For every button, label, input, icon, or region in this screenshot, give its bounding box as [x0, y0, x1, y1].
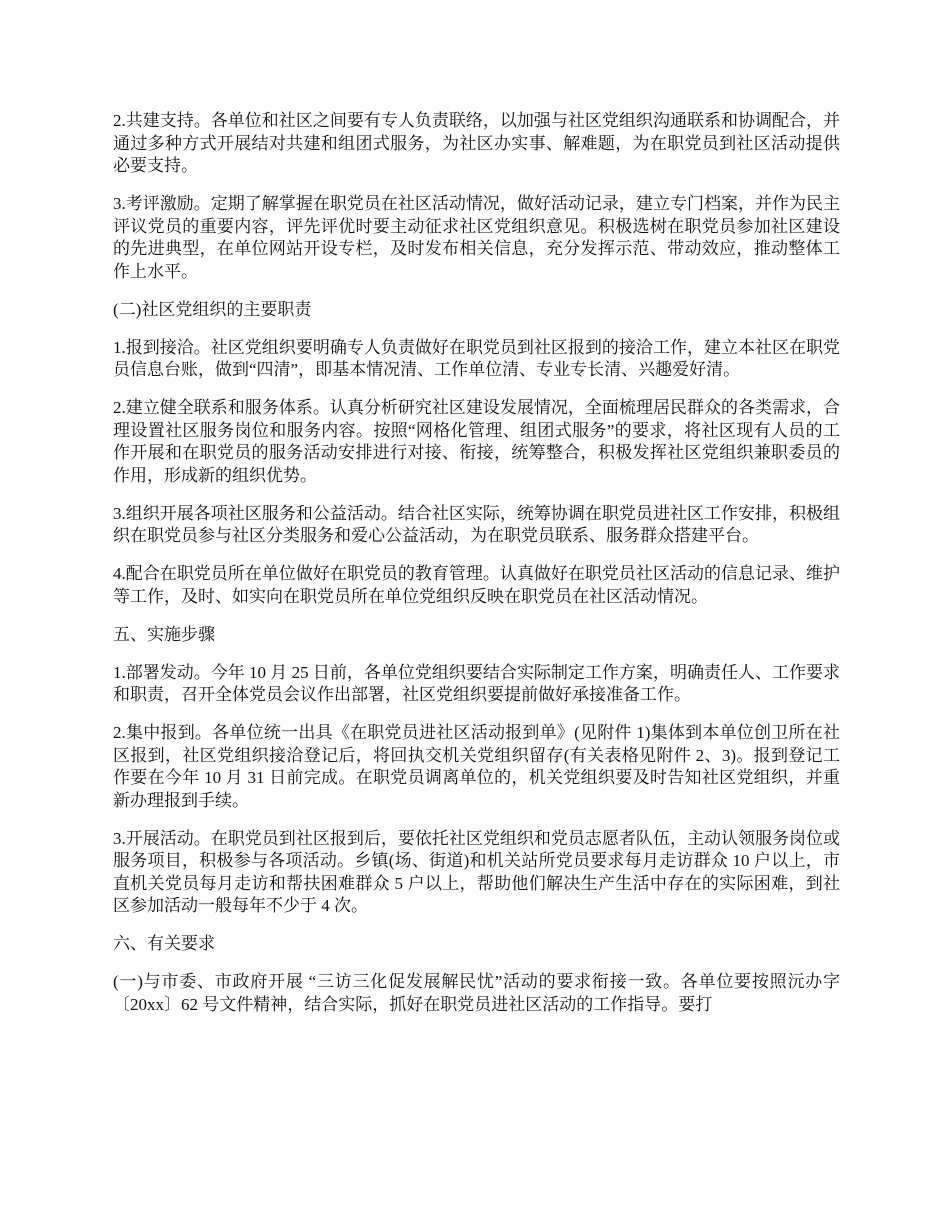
paragraph-evaluation-incentive: 3.考评激励。定期了解掌握在职党员在社区活动情况，做好活动记录，建立专门档案，并作为民主评议党员的重要内容，评先评优时要主动征求社区党组织意见。积极选树在职党员参加社区建设的先进典型，在单位网站开设专栏，及时发布相关信息，充分发挥示范、带动效应，推动整体工作上水平。 [113, 194, 840, 281]
document-body [113, 110, 840, 1032]
paragraph-centralized-report: 2.集中报到。各单位统一出具《在职党员进社区活动报到单》(见附件 1)集体到本单位创卫所在社区报到，社区党组织接洽登记后，将回执交机关党组织留存(有关表格见附件 2、3)。报到登记工作要在今年 10 月 31 日前完成。在职党员调离单位的，机关党组织要及时告知社区党组织，并重新办理报到手续。 [113, 723, 840, 810]
paragraph-service-system: 2.建立健全联系和服务体系。认真分析研究社区建设发展情况，全面梳理居民群众的各类需求，合理设置社区服务岗位和服务内容。按照“网格化管理、组团式服务”的要求，将社区现有人员的工作开展和在职党员的服务活动安排进行对接、衔接，统筹整合，积极发挥社区党组织兼职委员的作用，形成新的组织优势。 [113, 398, 840, 485]
paragraph-report-reception: 1.报到接洽。社区党组织要明确专人负责做好在职党员到社区报到的接洽工作，建立本社区在职党员信息台账，做到“四清”，即基本情况清、工作单位清、专业专长清、兴趣爱好清。 [113, 337, 840, 379]
section-heading-requirements: 六、有关要求 [113, 934, 215, 953]
paragraph-public-activities: 3.组织开展各项社区服务和公益活动。结合社区实际，统筹协调在职党员进社区工作安排，积极组织在职党员参与社区分类服务和爱心公益活动，为在职党员联系、服务群众搭建平台。 [113, 503, 840, 545]
paragraph-deployment: 1.部署发动。今年 10 月 25 日前，各单位党组织要结合实际制定工作方案，明确责任人、工作要求和职责，召开全体党员会议作出部署，社区党组织要提前做好承接准备工作。 [113, 662, 840, 704]
paragraph-education-management: 4.配合在职党员所在单位做好在职党员的教育管理。认真做好在职党员社区活动的信息记录、维护等工作，及时、如实向在职党员所在单位党组织反映在职党员在社区活动情况。 [113, 564, 840, 606]
paragraph-requirement-one: (一)与市委、市政府开展 “三访三化促发展解民忧”活动的要求衔接一致。各单位要按照沅办字〔20xx〕62 号文件精神，结合实际，抓好在职党员进社区活动的工作指导。要打 [113, 972, 840, 1014]
paragraph-joint-support: 2.共建支持。各单位和社区之间要有专人负责联络，以加强与社区党组织沟通联系和协调配合，并通过多种方式开展结对共建和组团式服务，为社区办实事、解难题，为在职党员到社区活动提供必要支持。 [113, 111, 840, 175]
paragraph-carry-out-activities: 3.开展活动。在职党员到社区报到后，要依托社区党组织和党员志愿者队伍，主动认领服务岗位或服务项目，积极参与各项活动。乡镇(场、街道)和机关站所党员要求每月走访群众 10 户以上，市直机关党员每月走访和帮扶困难群众 5 户以上，帮助他们解决生产生活中存在的实际困难，到社区参加活动一般每年不少于 4 次。 [113, 828, 840, 915]
section-heading-implementation-steps: 五、实施步骤 [113, 624, 215, 644]
section-heading-community-duties: (二)社区党组织的主要职责 [113, 299, 312, 319]
